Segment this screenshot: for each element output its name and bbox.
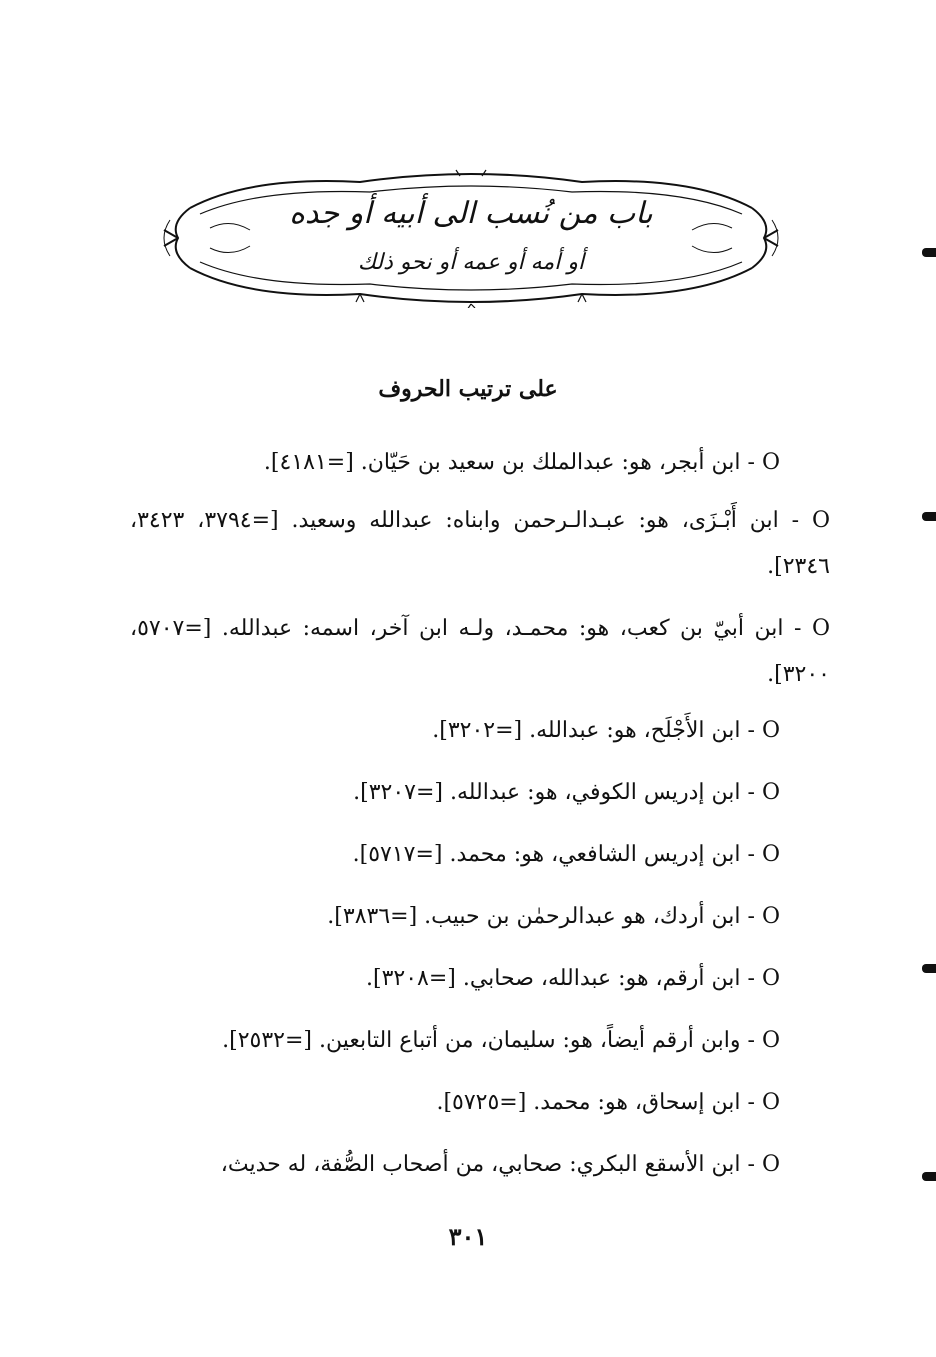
entry-marker: O -	[747, 1152, 780, 1177]
entry-text: ابن الأَجْلَح، هو: عبدالله. [=٣٢٠٢].	[432, 718, 741, 743]
list-item	[80, 1142, 780, 1188]
entry-text: ابن إسحاق، هو: محمد. [=٥٧٢٥].	[436, 1090, 741, 1115]
entry-marker: O -	[747, 1028, 780, 1053]
entry-marker: O -	[747, 966, 780, 991]
edge-thumb-mark	[922, 248, 936, 257]
list-item	[130, 1080, 780, 1126]
entry-text: ابن الأسقع البكري: صحابي، من أصحاب الصُّفة، له حديث،	[220, 1152, 741, 1177]
chapter-subtitle: أو أمه أو عمه أو نحو ذلك	[357, 250, 585, 275]
entry-marker: O -	[794, 616, 830, 641]
list-item	[130, 606, 830, 698]
edge-thumb-mark	[922, 964, 936, 973]
list-item	[130, 1018, 780, 1064]
page-number: ٣٠١	[448, 1222, 488, 1251]
edge-thumb-mark	[922, 1172, 936, 1181]
chapter-title: باب من نُسب الى أبيه أو جده	[289, 196, 653, 231]
entry-text: ابن أَبْـزَى، هو: عبـدالـرحمن وابناه: عبدالله وسعيد. [=٣٧٩٤، ٣٤٢٣، ٢٣٤٦].	[130, 508, 830, 579]
entry-text: ابن أبجر، هو: عبدالملك بن سعيد بن حَيّان. [=٤١٨١].	[263, 450, 741, 475]
list-item	[130, 832, 780, 878]
ornamental-frame-icon	[160, 168, 782, 308]
entry-marker: O -	[747, 1090, 780, 1115]
list-item	[130, 708, 780, 754]
list-item	[130, 440, 780, 486]
entry-text: وابن أرقم أيضاً، هو: سليمان، من أتباع التابعين. [=٢٥٣٢].	[222, 1028, 741, 1053]
title-cartouche	[160, 168, 782, 308]
list-item	[130, 894, 780, 940]
entry-text: ابن أبيّ بن كعب، هو: محمـد، ولـه ابن آخر، اسمه: عبدالله. [=٥٧٠٧، ٣٢٠٠].	[130, 616, 830, 687]
entry-text: ابن إدريس الشافعي، هو: محمد. [=٥٧١٧].	[352, 842, 741, 867]
entry-marker: O -	[791, 508, 831, 533]
section-heading: على ترتيب الحروف	[378, 376, 558, 402]
entry-text: ابن أرقم، هو: عبدالله، صحابي. [=٣٢٠٨].	[365, 966, 741, 991]
entry-marker: O -	[747, 718, 780, 743]
list-item	[130, 956, 780, 1002]
entry-marker: O -	[747, 780, 780, 805]
entry-text: ابن أردك، هو عبدالرحمٰن بن حبيب. [=٣٨٣٦].	[327, 904, 741, 929]
entry-marker: O -	[747, 842, 780, 867]
list-item	[130, 498, 830, 590]
edge-thumb-mark	[922, 512, 936, 521]
entry-marker: O -	[747, 904, 780, 929]
entry-marker: O -	[747, 450, 780, 475]
list-item	[130, 770, 780, 816]
entry-text: ابن إدريس الكوفي، هو: عبدالله. [=٣٢٠٧].	[353, 780, 741, 805]
